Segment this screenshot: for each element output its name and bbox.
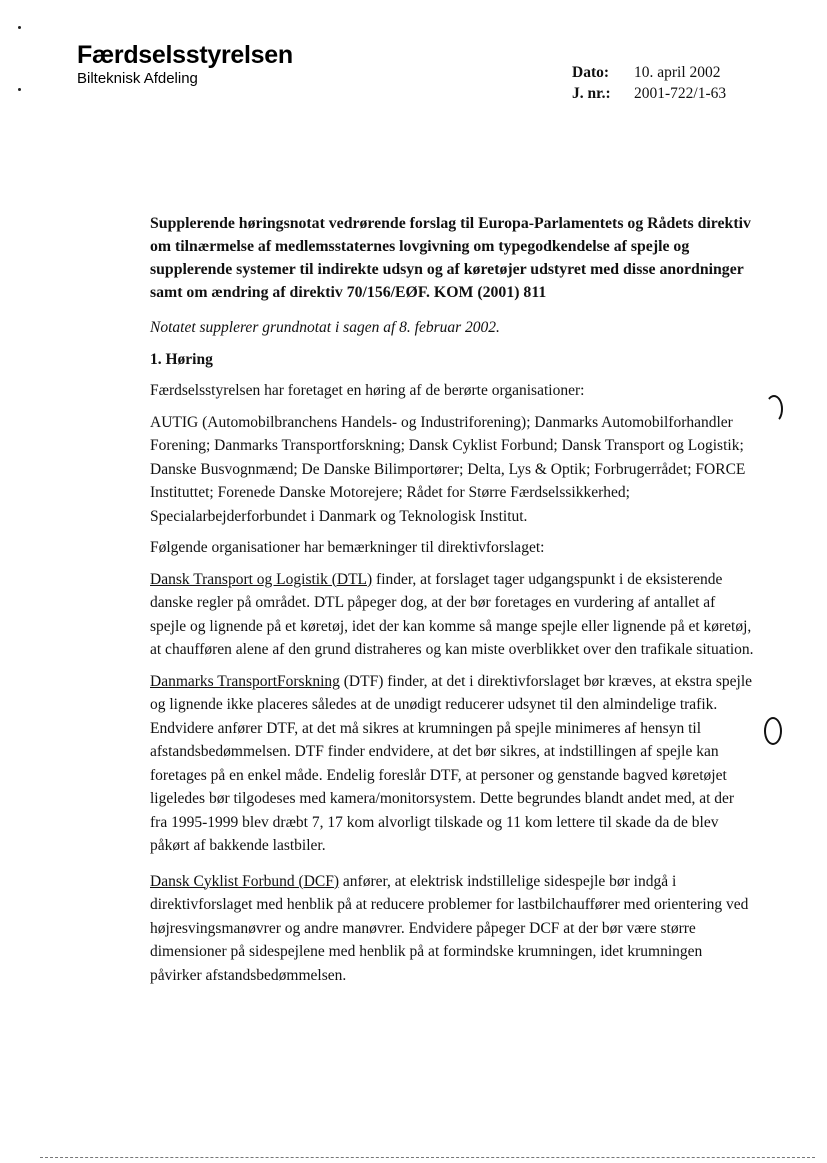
dcf-remarks: anfører, at elektrisk indstillelige sidespejle bør indgå i direktivforslaget med henblik på at reducere problemer for lastbilchauffører med orientering ved højresvingsmanøvrer og andre manøvrer. Endvidere påpeger DCF at der bør være større dimensioner på sidespejlene med henblik på at formindske krumningen, idet krumningen påvirker afstandsbedømmelsen. <box>150 872 749 984</box>
date-row <box>572 62 726 83</box>
date-value: 10. april 2002 <box>634 64 721 81</box>
journal-number-row <box>572 83 726 104</box>
journal-number-label: J. nr.: <box>572 85 611 102</box>
scan-mark-dot-mid <box>18 88 21 91</box>
section-heading: 1. Høring <box>150 350 213 368</box>
dtl-remarks: finder, at forslaget tager udgangspunkt i de eksisterende danske regler på området. DTL påpeger dog, at der bør foretages en vurdering af antallet af spejle og lignende på et køretøj, idet der kan komme så mange spejle eller lignende på et køretøj, at chaufføren alene af den grund distraheres og kan miste overblikket over den trafikale situation. <box>150 570 754 658</box>
dcf-organisation-name: Dansk Cyklist Forbund (DCF) <box>150 872 340 890</box>
date-label: Dato: <box>572 64 610 81</box>
document-meta <box>572 62 726 104</box>
department-name: Bilteknisk Afdeling <box>77 70 198 87</box>
remarks-intro-paragraph: Følgende organisationer har bemærkninger til direktivforslaget: <box>150 539 545 556</box>
dtf-remarks: (DTF) finder, at det i direktivforslaget bør kræves, at ekstra spejle og lignende ikke placeres således at de unødigt reducerer udsynet til den almindelige trafik. Endvidere anfører DTF, at det må sikres at krumningen på spejle minimeres af hensyn til afstandsbedømmelsen. DTF finder endvidere, at det bør sikres, at indstillingen af spejle kan foretages på en enkel måde. Endelig foreslår DTF, at personer og genstande bagved køretøjet ligeledes bør tilgodeses med kamera/monitorsystem. Dette begrundes blandt andet med, at der fra 1995-1999 blev dræbt 7, 17 kom alvorligt tilskade og 11 kom lettere til skade da de blev påkørt af bakkende lastbiler. <box>150 672 753 854</box>
dtl-paragraph <box>150 568 754 662</box>
organisation-name: Færdselsstyrelsen <box>77 41 293 69</box>
document-note: Notatet supplerer grundnotat i sagen af 8. februar 2002. <box>150 319 500 336</box>
intro-paragraph: Færdselsstyrelsen har foretaget en høring af de berørte organisationer: <box>150 382 585 399</box>
scan-mark-dot-top <box>18 26 21 29</box>
scan-bottom-edge <box>40 1157 815 1158</box>
dtf-paragraph <box>150 670 754 858</box>
dtf-organisation-name: Danmarks TransportForskning <box>150 672 340 690</box>
document-title: Supplerende høringsnotat vedrørende forslag til Europa-Parlamentets og Rådets direktiv om tilnærmelse af medlemsstaternes lovgivning om typegodkendelse af spejle og supplerende systemer til indirekte udsyn og af køretøjer udstyret med disse anordninger samt om ændring af direktiv 70/156/EØF. KOM (2001) 811 <box>150 215 751 301</box>
dtl-organisation-name: Dansk Transport og Logistik (DTL) <box>150 570 373 588</box>
organisations-paragraph: AUTIG (Automobilbranchens Handels- og Industriforening); Danmarks Automobilforhandler Forening; Danmarks Transportforskning; Dansk Cyklist Forbund; Dansk Transport og Logistik; Danske Busvognmænd; De Danske Bilimportører; Delta, Lys & Optik; Forbrugerrådet; FORCE Instituttet; Forenede Danske Motorejere; Rådet for Større Færdselssikkerhed; Specialarbejderforbundet i Danmark og Teknologisk Institut. <box>150 413 746 525</box>
journal-number-value: 2001-722/1-63 <box>634 85 727 102</box>
document-body <box>150 212 754 987</box>
dcf-paragraph <box>150 870 754 988</box>
punch-hole-lower <box>764 717 782 745</box>
punch-hole-upper <box>765 395 783 423</box>
